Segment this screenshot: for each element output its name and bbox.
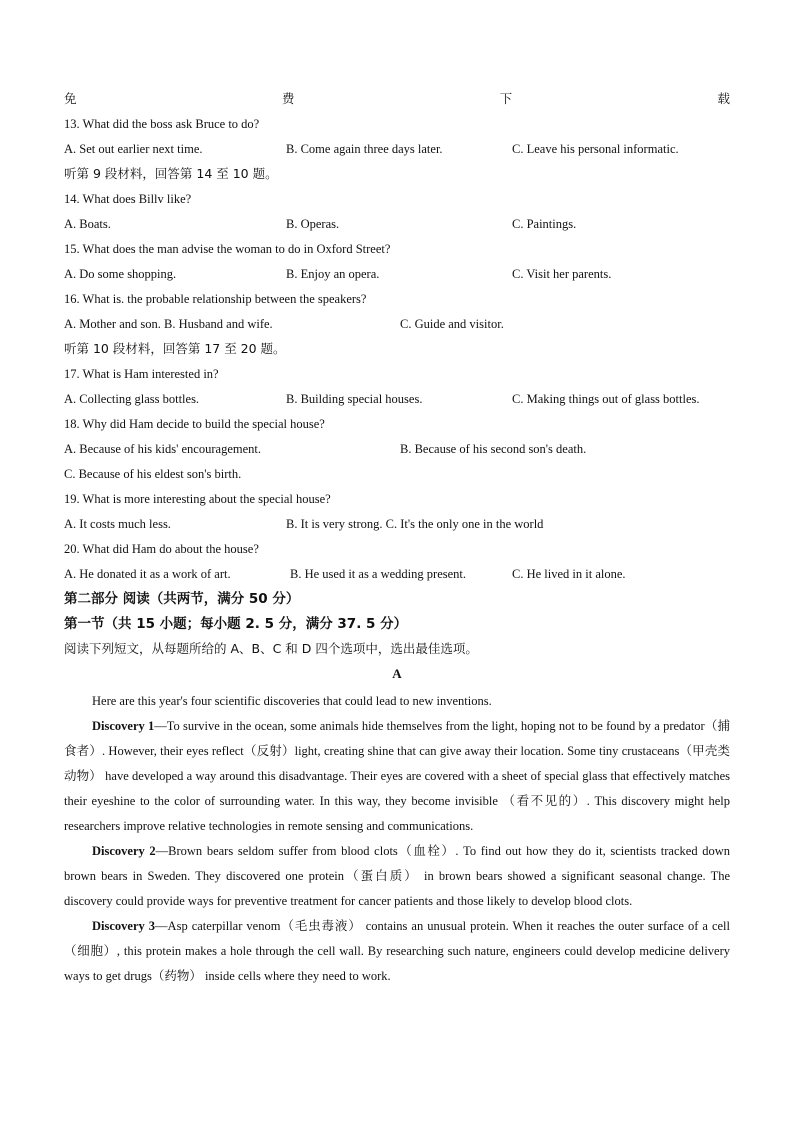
option-c: C. Paintings.: [512, 217, 577, 231]
option-a: A. Collecting glass bottles.: [64, 392, 200, 406]
question-16: 16. What is. the probable relationship between the speakers?: [64, 292, 367, 306]
banner-char: 免: [64, 91, 77, 106]
options-17: [64, 389, 730, 414]
reading-instruction: 阅读下列短文，从每题所给的 A、B、C 和 D 四个选项中，选出最佳选项。: [64, 641, 478, 656]
section-one-heading: 第一节（共 15 小题；每小题 2. 5 分，满分 37. 5 分）: [64, 616, 408, 632]
option-a-b: A. Mother and son. B. Husband and wife.: [64, 317, 273, 331]
options-20: [64, 564, 730, 589]
discovery-3-label: Discovery 3: [92, 919, 156, 933]
question-14: 14. What does Billv like?: [64, 192, 192, 206]
question-18: 18. Why did Ham decide to build the special house?: [64, 417, 325, 431]
option-b: B. Because of his second son's death.: [400, 442, 587, 456]
options-14: [64, 214, 730, 239]
passage-label: A: [392, 666, 402, 681]
option-b: B. Enjoy an opera.: [286, 267, 380, 281]
part-two-heading: 第二部分 阅读（共两节，满分 50 分）: [64, 591, 300, 607]
options-18: [64, 439, 730, 464]
discovery-1-paragraph: Discovery 1—To survive in the ocean, some animals hide themselves from the light, hoping not to be found by a predator（捕食者）. However, their eyes reflect（反射）light, creating shine that can give away their location. Some tiny crustaceans（甲壳类动物） have developed a way around this disadvantage. Their eyes are covered with a sheet of special glass that effectively matches their eyeshine to the color of surrounding water. In this way, they become invisible （看不见的）. This discovery might help researchers improve relative technologies in remote sensing and communications.: [64, 719, 730, 833]
option-c: C. Visit her parents.: [512, 267, 612, 281]
option-b: B. Come again three days later.: [286, 142, 443, 156]
discovery-3-paragraph: Discovery 3—Asp caterpillar venom（毛虫毒液） contains an unusual protein. When it reaches the outer surface of a cell（细胞）, this protein makes a hole through the cell wall. By researching such nature, engineers could develop medicine delivery ways to get drugs（药物） inside cells where they need to work.: [64, 919, 730, 983]
question-20: 20. What did Ham do about the house?: [64, 542, 259, 556]
question-15: 15. What does the man advise the woman to do in Oxford Street?: [64, 242, 391, 256]
discovery-2-paragraph: Discovery 2—Brown bears seldom suffer from blood clots（血栓）. To find out how they do it, scientists tracked down brown bears in Sweden. They discovered one protein（蛋白质） in brown bears showed a significant seasonal change. The discovery could provide ways for preventive treatment for cancer patients and those likely to develop blood clots.: [64, 844, 730, 908]
banner-char: 载: [717, 91, 730, 106]
option-18-c: C. Because of his eldest son's birth.: [64, 467, 242, 481]
discovery-2-label: Discovery 2: [92, 844, 156, 858]
section-instruction-10: 听第 10 段材料，回答第 17 至 20 题。: [64, 341, 286, 356]
options-13: [64, 139, 730, 164]
option-c: C. Making things out of glass bottles.: [512, 392, 700, 406]
options-16: [64, 314, 730, 339]
option-a: A. Do some shopping.: [64, 267, 177, 281]
option-c: C. He lived in it alone.: [512, 567, 626, 581]
options-19: [64, 514, 730, 539]
option-b: B. He used it as a wedding present.: [290, 567, 467, 581]
banner-char: 下: [499, 91, 513, 106]
discovery-1-label: Discovery 1: [92, 719, 155, 733]
question-17: 17. What is Ham interested in?: [64, 367, 219, 381]
option-a: A. He donated it as a work of art.: [64, 567, 231, 581]
passage-intro: Here are this year's four scientific discoveries that could lead to new inventions.: [92, 694, 492, 708]
option-b: B. Building special houses.: [286, 392, 423, 406]
section-instruction-9: 听第 9 段材料，回答第 14 至 10 题。: [64, 166, 278, 181]
free-download-banner: [64, 89, 730, 109]
options-15: [64, 264, 730, 289]
option-b: B. Operas.: [286, 217, 340, 231]
question-13: 13. What did the boss ask Bruce to do?: [64, 117, 260, 131]
option-a: A. Set out earlier next time.: [64, 142, 203, 156]
option-a: A. It costs much less.: [64, 517, 171, 531]
option-a: A. Because of his kids' encouragement.: [64, 442, 261, 456]
option-a: A. Boats.: [64, 217, 111, 231]
banner-char: 费: [281, 91, 295, 106]
option-b-c: B. It is very strong. C. It's the only one in the world: [286, 517, 544, 531]
question-19: 19. What is more interesting about the special house?: [64, 492, 331, 506]
option-c: C. Leave his personal informatic.: [512, 142, 679, 156]
document-body: [64, 114, 730, 989]
option-c: C. Guide and visitor.: [400, 317, 504, 331]
